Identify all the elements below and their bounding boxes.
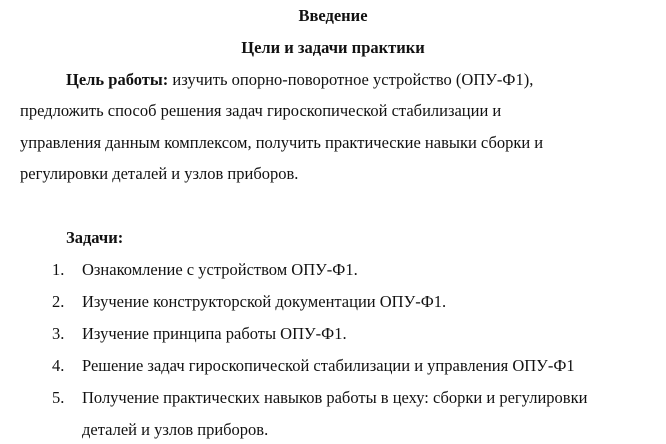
task-number: 4. — [52, 356, 65, 375]
goal-paragraph-line-2: предложить способ решения задач гироскопической стабилизации и — [20, 101, 502, 120]
goal-paragraph-line-4: регулировки деталей и узлов приборов. — [20, 164, 299, 183]
goal-paragraph-line-1 — [66, 70, 533, 90]
goal-text-1: изучить опорно-поворотное устройство (ОПУ-Ф1), — [168, 70, 534, 89]
goal-label: Цель работы: — [66, 70, 169, 89]
section-title: Введение — [298, 6, 368, 25]
task-number: 3. — [52, 324, 65, 343]
task-item — [52, 356, 575, 376]
section-subtitle: Цели и задачи практики — [241, 38, 425, 57]
goal-paragraph-line-3: управления данным комплексом, получить практические навыки сборки и — [20, 133, 544, 152]
task-text: Ознакомление с устройством ОПУ-Ф1. — [82, 260, 358, 279]
task-text: Решение задач гироскопической стабилизации и управления ОПУ-Ф1 — [82, 356, 575, 375]
task-number: 5. — [52, 388, 65, 407]
task-item — [52, 260, 358, 280]
task-item — [52, 388, 587, 408]
task-text: Изучение конструкторской документации ОПУ-Ф1. — [82, 292, 447, 311]
task-text: Получение практических навыков работы в цеху: сборки и регулировки — [82, 388, 588, 407]
task-item — [52, 324, 347, 344]
task-text-continuation: деталей и узлов приборов. — [82, 420, 269, 439]
task-item — [52, 292, 446, 312]
task-number: 2. — [52, 292, 65, 311]
task-number: 1. — [52, 260, 65, 279]
task-text: Изучение принципа работы ОПУ-Ф1. — [82, 324, 347, 343]
tasks-title: Задачи: — [66, 228, 124, 247]
